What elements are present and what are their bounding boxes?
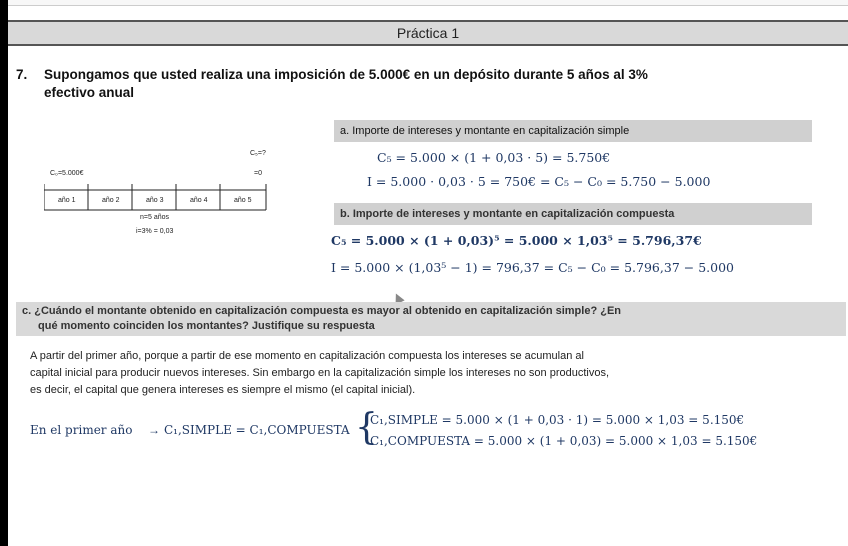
- timeline-c5: C₅=?: [250, 150, 266, 157]
- timeline-c0: C₀=5.000€: [50, 170, 84, 177]
- problem-statement: [16, 66, 846, 102]
- timeline-n-label: n=5 años: [140, 214, 169, 221]
- timeline-c5-bottom: =0: [254, 170, 262, 177]
- arrow-icon: →: [148, 423, 160, 437]
- final-compound-equation: C₁,COMPUESTA = 5.000 × (1 + 0,03) = 5.000 × 1,03 = 5.150€: [370, 434, 758, 448]
- timeline-i-label: i=3% = 0,03: [136, 228, 174, 235]
- final-lhs: C₁,SIMPLE = C₁,COMPUESTA: [164, 423, 350, 437]
- timeline-year-3: año 3: [146, 197, 164, 204]
- final-simple-equation: C₁,SIMPLE = 5.000 × (1 + 0,03 · 1) = 5.000 × 1,03 = 5.150€: [370, 413, 745, 427]
- brace-icon: {: [355, 407, 378, 448]
- problem-line-1: Supongamos que usted realiza una imposición de 5.000€ en un depósito durante 5 años al 3%: [44, 67, 648, 82]
- final-intro: En el primer año: [30, 423, 133, 437]
- answer-line-1: A partir del primer año, porque a partir de ese momento en capitalización compuesta los intereses se acumulan al: [30, 350, 584, 362]
- left-border: [0, 0, 8, 546]
- timeline-year-1: año 1: [58, 197, 76, 204]
- problem-number: 7.: [16, 67, 28, 82]
- section-c-heading-line-1: c. ¿Cuándo el montante obtenido en capitalización compuesta es mayor al obtenido en capitalización simple? ¿En: [22, 305, 621, 317]
- section-c-heading: [16, 302, 846, 336]
- timeline-year-4: año 4: [190, 197, 208, 204]
- section-c-heading-line-2: qué momento coinciden los montantes? Justifique su respuesta: [38, 320, 375, 332]
- section-a-equation-1: C₅ = 5.000 × (1 + 0,03 · 5) = 5.750€: [377, 150, 611, 165]
- answer-line-3: es decir, el capital que genera intereses es siempre el mismo (el capital inicial).: [30, 384, 416, 396]
- final-equation-block: [30, 407, 820, 454]
- page-title: Práctica 1: [8, 20, 848, 46]
- section-b-heading: b. Importe de intereses y montante en capitalización compuesta: [334, 203, 812, 225]
- section-b-equation-2: I = 5.000 × (1,03⁵ − 1) = 796,37 = C₅ − C₀ = 5.796,37 − 5.000: [331, 260, 734, 275]
- timeline-year-5: año 5: [234, 197, 252, 204]
- section-c-answer: [30, 348, 822, 399]
- section-b-equation-1: C₅ = 5.000 × (1 + 0,03)⁵ = 5.000 × 1,03⁵ = 5.796,37€: [331, 233, 702, 248]
- timeline-year-2: año 2: [102, 197, 120, 204]
- timeline-diagram: [44, 148, 274, 258]
- section-a-equation-2: I = 5.000 · 0,03 · 5 = 750€ = C₅ − C₀ = 5.750 − 5.000: [367, 174, 711, 189]
- top-strip: [8, 0, 848, 6]
- section-a-heading: a. Importe de intereses y montante en capitalización simple: [334, 120, 812, 142]
- problem-line-2: efectivo anual: [44, 85, 135, 100]
- answer-line-2: capital inicial para producir nuevos intereses. Sin embargo en la capitalización simple los intereses no son productivos,: [30, 367, 610, 379]
